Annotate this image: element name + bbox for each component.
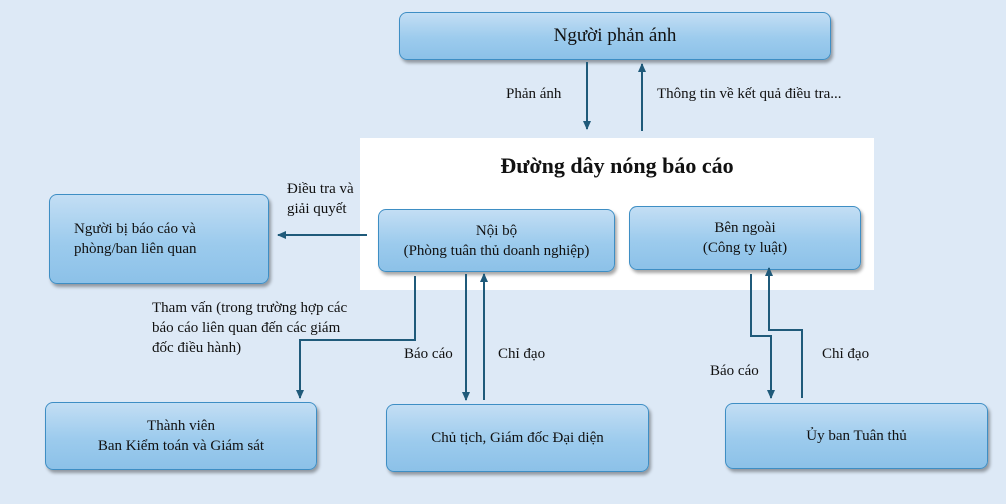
edge-label-consult-line3: đốc điều hành) <box>152 340 242 356</box>
external-label-line2: (Công ty luật) <box>702 240 788 256</box>
compliance-committee-label: Ủy ban Tuân thủ <box>806 428 907 444</box>
reported-person-line2: phòng/ban liên quan <box>74 241 197 257</box>
chairman-label: Chủ tịch, Giám đốc Đại diện <box>431 430 604 446</box>
audit-member-line2: Ban Kiểm toán và Giám sát <box>97 438 265 454</box>
edge-label-report-external: Báo cáo <box>710 363 759 379</box>
arrow-direct-from-committee <box>769 268 802 398</box>
edge-label-report: Phản ánh <box>506 86 562 102</box>
reporter-label: Người phản ánh <box>553 25 677 46</box>
arrow-consult <box>300 276 415 398</box>
edge-label-direct-external: Chỉ đạo <box>822 346 870 362</box>
internal-label-line2: (Phòng tuân thủ doanh nghiệp) <box>403 242 590 259</box>
edge-label-investigate-line1: Điều tra và <box>287 181 354 197</box>
internal-label-line1: Nội bộ <box>475 222 518 239</box>
hotline-title: Đường dây nóng báo cáo <box>500 153 734 178</box>
edge-label-direct-internal: Chỉ đạo <box>498 346 546 362</box>
audit-member-line1: Thành viên <box>147 418 215 434</box>
external-label-line1: Bên ngoài <box>714 220 776 236</box>
edge-label-consult-line2: báo cáo liên quan đến các giám <box>152 320 341 336</box>
edge-label-result-info: Thông tin về kết quả điều tra... <box>657 86 842 102</box>
edge-label-investigate-line2: giải quyết <box>287 201 347 217</box>
edge-label-report-internal: Báo cáo <box>404 346 453 362</box>
reported-person-line1: Người bị báo cáo và <box>74 221 196 237</box>
edge-label-consult-line1: Tham vấn (trong trường hợp các <box>152 300 348 316</box>
